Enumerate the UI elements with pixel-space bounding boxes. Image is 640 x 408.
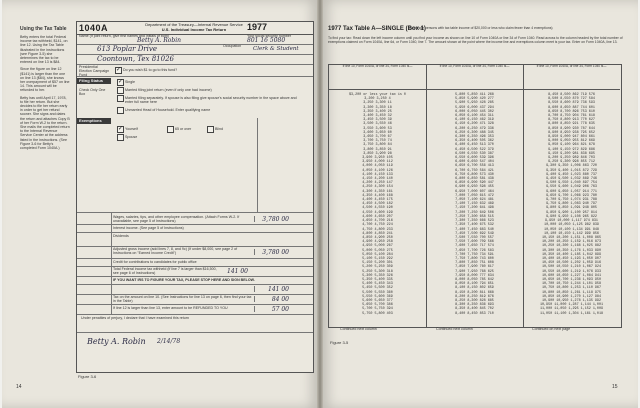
line-14-amount[interactable]: 57 00	[254, 306, 291, 312]
exemption-blind-checkbox[interactable]	[207, 126, 214, 133]
filing-head-label: Unmarried Head of Household. Enter qualifying name	[125, 108, 211, 112]
sidebar-paragraph: Betty enters the total Federal income tax withheld, $141, on line 12. Using the Tax Table illustrated in the instructions (see Figure 3-5) she determines the tax to be entered on line 13 is $84.	[20, 35, 68, 65]
name-value: Betty A. Robin	[137, 37, 181, 44]
tax-table-instructions: To find your tax: Read down the left income column until you find your income as shown on line 10 of Form 1040A or line 34 of Form 1040. Read across to the column headed by the total number of exemptions claimed on Form 1040A, line 6d, or Form 1040, line 7. The amount shown at the point where the income line and exemptions column meet is your tax. Enter on Form 1040A, line 13.	[328, 36, 623, 44]
form-year: 1977	[247, 22, 268, 32]
line-10-amount[interactable]: 3,780 00	[254, 249, 291, 255]
filing-single-checkbox[interactable]	[117, 79, 124, 86]
perjury-row	[77, 314, 313, 333]
form-title	[139, 23, 249, 32]
campaign-question: Do you wish $1 to go to this fund?	[123, 68, 178, 72]
stop-text: IF YOU WANT IRS TO FIGURE YOUR TAX, PLEASE STOP HERE AND SIGN BELOW.	[113, 278, 255, 282]
address-value: 613 Poplar Drive	[97, 45, 157, 53]
tax-table-title: 1977 Tax Table A—SINGLE (Box 1)	[328, 26, 426, 32]
exemption-yourself-label: Yourself	[125, 127, 138, 131]
table-footer-3: Continued on next page	[532, 327, 571, 331]
line-7-label: Wages, salaries, tips, and other employee compensation. (Attach Forms W-2. If unavailable, see page 5 of Instructions)	[113, 215, 240, 223]
table-rows-3: 8,450 8,500 862 719 576 8,500 8,550 870 727 584 8,550 8,600 879 736 593 8,600 8,650 887 744 601 8,650 8,700 896 753 610 8,700 8,750 904 761 618 8,750 8,800 913 770 627 8,800 8,850 921 778 635 8,850 8,900 930 787 644 8,900 8,950 938 795 652 8,950 9,000 947 804 661 9,000 9,050 955 812 669 9,050 9,100 964 821 678 9,100 9,150 972 829 686 9,150 9,200 981 838 695 9,200 9,250 989 846 703 9,250 9,300 998 855 712 9,300 9,350 1,006 863 720 9,350 9,400 1,015 872 729 9,400 9,450 1,023 880 737 9,450 9,500 1,032 889 746 9,500 9,550 1,040 897 754 9,550 9,600 1,049 906 763 9,600 9,650 1,057 914 771 9,650 9,700 1,066 923 780 9,700 9,750 1,074 931 788 9,750 9,800 1,083 940 797 9,800 9,850 1,091 948 805 9,850 9,900 1,100 957 814 9,900 9,950 1,108 965 822 9,950 10,000 1,117 974 831 10,000 10,050 1,125 982 839 10,050 10,100 1,134 991 848 10,100 10,150 1,142 999 856 10,150 10,200 1,151 1,008 865 10,200 10,250 1,159 1,016 873 10,250 10,300 1,168 1,025 882 10,300 10,350 1,176 1,033 890 10,350 10,400 1,185 1,042 899 10,400 10,450 1,193 1,050 907 10,450 10,500 1,202 1,059 916 10,500 10,550 1,210 1,067 924 10,550 10,600 1,219 1,076 933 10,600 10,650 1,227 1,084 941 10,650 10,700 1,236 1,093 950 10,700 10,750 1,244 1,101 958 10,750 10,800 1,253 1,110 967 10,800 10,850 1,261 1,118 975 10,850 10,900 1,270 1,127 984 10,900 10,950 1,278 1,135 992 10,950 11,000 1,287 1,144 1,001 11,000 11,050 1,295 1,152 1,009 11,050 11,100 1,304 1,161 1,018	[539, 93, 604, 316]
filing-status-title: Filing Status	[77, 78, 111, 84]
filing-joint-label: Married filing joint return (even if only one had income)	[125, 88, 212, 92]
ssn-value: 801 16 5080	[247, 37, 286, 44]
exemptions-title: Exemptions	[77, 118, 111, 124]
filing-status-check: Check Only One Box	[79, 88, 106, 96]
line-11-label: Credit for contributions to candidates for public office	[113, 260, 197, 264]
line-9-label: Dividends	[113, 234, 129, 238]
sidebar-paragraph: Betty has until April 17, 1978, to file her return. But she decides to file her return early in order to get her refund sooner. She signs and dates the return and attaches Copy B of her Form W-2 to the return. She mails the completed return to the Internal Revenue Service Center at the address listed in the instructions. (See Figure 3-6 for Betty's completed Form 1040A.)	[20, 95, 70, 151]
table-footer-1: Continued next column	[340, 327, 377, 331]
line-10-label: Adjusted gross income (add lines 7, 8, and 9c) (If under $8,000, see page 2 of Instructions on "Earned Income Credit")	[113, 247, 238, 255]
line-13-label: Tax on the amount on line 10. (See Instructions for line 13 on page 6, then find your tax in the Table)	[113, 295, 252, 303]
form-1040a	[76, 21, 314, 373]
exemption-65-checkbox[interactable]	[167, 126, 174, 133]
sidebar-text	[20, 26, 70, 153]
line-12-total[interactable]: 141 00	[254, 286, 291, 292]
sign-label: Under penalties of perjury, I declare that I have examined this return	[81, 316, 190, 320]
book-gutter	[317, 0, 323, 408]
filing-separate-label: Married filing separately. If spouse is also filing give spouse's social security number in the space above and enter full name here	[125, 96, 297, 104]
exemption-blind-label: Blind	[215, 127, 223, 131]
table-column-header: If line 10, Form 1040A, or line 34, Form 1040 is—	[523, 65, 620, 90]
signature-date: 2/14/78	[157, 338, 181, 345]
exemption-divider	[257, 118, 258, 212]
tax-table-intro	[328, 26, 624, 56]
form-dept: Department of the Treasury—Internal Revenue Service	[145, 22, 243, 27]
sidebar-heading: Using the Tax Table	[20, 26, 67, 32]
line-7-amount[interactable]: 3,780 00	[254, 216, 291, 222]
tax-table	[328, 64, 622, 328]
filing-joint-checkbox[interactable]	[117, 87, 124, 94]
table-rows-1: $3,200 or less your tax is 0 3,200 3,250 4 3,250 3,300 11 3,300 3,350 18 3,350 3,400 25 3,400 3,450 32 3,450 3,500 39 3,500 3,550 46 3,550 3,600 53 3,600 3,650 60 3,650 3,700 67 3,700 3,750 74 3,750 3,800 84 3,800 3,850 91 3,850 3,900 98 3,900 3,950 105 3,950 4,000 112 4,000 4,050 119 4,050 4,100 126 4,100 4,150 133 4,150 4,200 140 4,200 4,250 147 4,250 4,300 154 4,300 4,350 161 4,350 4,400 168 4,400 4,450 175 4,450 4,500 182 4,500 4,550 190 4,550 4,600 199 4,600 4,650 207 4,650 4,700 216 4,700 4,750 224 4,750 4,800 233 4,800 4,850 241 4,850 4,900 250 4,900 4,950 258 4,950 5,000 267 5,000 5,050 275 5,050 5,100 284 5,100 5,150 292 5,150 5,200 301 5,200 5,250 309 5,250 5,300 318 5,300 5,350 326 5,350 5,400 335 5,400 5,450 343 5,450 5,500 352 5,500 5,550 360 5,550 5,600 369 5,600 5,650 377 5,650 5,700 386 5,700 5,750 394 5,750 5,800 403	[349, 93, 406, 316]
form-return-title: U.S. Individual Income Tax Return	[161, 26, 227, 32]
tax-table-subtitle: (For single persons with tax table income of $20,000 or less who claim fewer than 4 exemptions)	[408, 26, 553, 30]
table-column-header: If line 10, Form 1040A, or line 34, Form 1040 is—	[329, 65, 426, 90]
line-8-label: Interest income. (See page 5 of Instructions)	[113, 226, 184, 230]
exemption-yourself-checkbox[interactable]	[117, 126, 124, 133]
table-column-2	[426, 65, 524, 327]
occupation-value: Clerk & Student	[253, 46, 299, 52]
sidebar-paragraph: Since the figure on line 12 ($141) is larger than the one on line 13 ($84), she knows her overpayment of $57 on line 14. This amount will be refunded to her.	[20, 67, 70, 93]
filing-head-checkbox[interactable]	[117, 107, 124, 114]
city-value: Coontown, Tex 81026	[97, 55, 174, 63]
table-column-header: If line 10, Form 1040A, or line 34, Form 1040 is—	[426, 65, 523, 90]
line-13-amount[interactable]: 84 00	[254, 296, 291, 302]
line-12-label: Total Federal income tax withheld (if line 7 is larger than $16,500, see page 6 of Instructions)	[113, 267, 217, 275]
occupation-label: Occupation	[223, 44, 242, 48]
name-label: Name (If joint return, give first names and initials of both)	[79, 34, 170, 38]
exemption-end-line	[77, 212, 313, 213]
page-number-left: 14	[16, 384, 22, 390]
campaign-row	[77, 64, 313, 77]
campaign-label: Presidential Election Campaign Fund	[79, 65, 110, 77]
exemption-spouse-label: Spouse	[125, 135, 138, 139]
form-number: 1040A	[79, 23, 109, 33]
table-column-1	[329, 65, 427, 327]
table-rows-2: 5,800 5,850 411 268 5,850 5,900 420 277 5,900 5,950 428 285 5,950 6,000 437 294 6,000 6,050 445 302 6,050 6,100 454 311 6,100 6,150 462 319 6,150 6,200 471 328 6,200 6,250 479 336 6,250 6,300 488 345 6,300 6,350 496 353 6,350 6,400 505 362 6,400 6,450 513 370 6,450 6,500 522 379 6,500 6,550 530 387 6,550 6,600 539 396 6,600 6,650 547 404 6,650 6,700 556 413 6,700 6,750 564 421 6,750 6,800 573 430 6,800 6,850 581 438 6,850 6,900 590 447 6,900 6,950 598 455 6,950 7,000 607 464 7,000 7,050 615 472 7,050 7,100 624 481 7,100 7,150 632 489 7,150 7,200 641 498 7,200 7,250 649 506 7,250 7,300 658 515 7,300 7,350 666 523 7,350 7,400 675 532 7,400 7,450 683 540 7,450 7,500 692 549 7,500 7,550 700 557 7,550 7,600 709 566 7,600 7,650 717 574 7,650 7,700 726 583 7,700 7,750 734 591 7,750 7,800 743 600 7,800 7,850 751 608 7,850 7,900 760 617 7,900 7,950 768 625 7,950 8,000 777 634 8,000 8,050 785 642 8,050 8,100 794 651 8,100 8,150 802 659 8,150 8,200 811 668 8,200 8,250 819 676 8,250 8,300 828 685 8,300 8,350 836 693 8,350 8,400 845 702 8,400 8,450 853 710	[455, 93, 494, 316]
figure-caption-right: Figure 3-5	[330, 340, 349, 345]
exemption-65-label: 65 or over	[175, 127, 192, 131]
campaign-yes-checkbox[interactable]	[115, 67, 122, 74]
filing-single-label: Single	[125, 80, 135, 84]
page-number-right: 15	[612, 384, 618, 390]
figure-caption-left: Figure 3-6	[78, 374, 97, 379]
signature[interactable]: Betty A. Robin	[87, 337, 146, 346]
line-number-divider	[111, 212, 112, 314]
table-column-3	[523, 65, 620, 327]
line-9-row	[77, 232, 313, 247]
ssn-label: Your social security number	[247, 34, 292, 38]
table-footer-2: Continued next column	[436, 327, 473, 331]
line-12-amount[interactable]: 141 00	[227, 268, 248, 275]
exemption-spouse-checkbox[interactable]	[117, 134, 124, 141]
filing-separate-checkbox[interactable]	[117, 95, 124, 102]
line-14-label: If line 12 is larger than line 13, enter amount to be REFUNDED TO YOU	[113, 306, 228, 310]
